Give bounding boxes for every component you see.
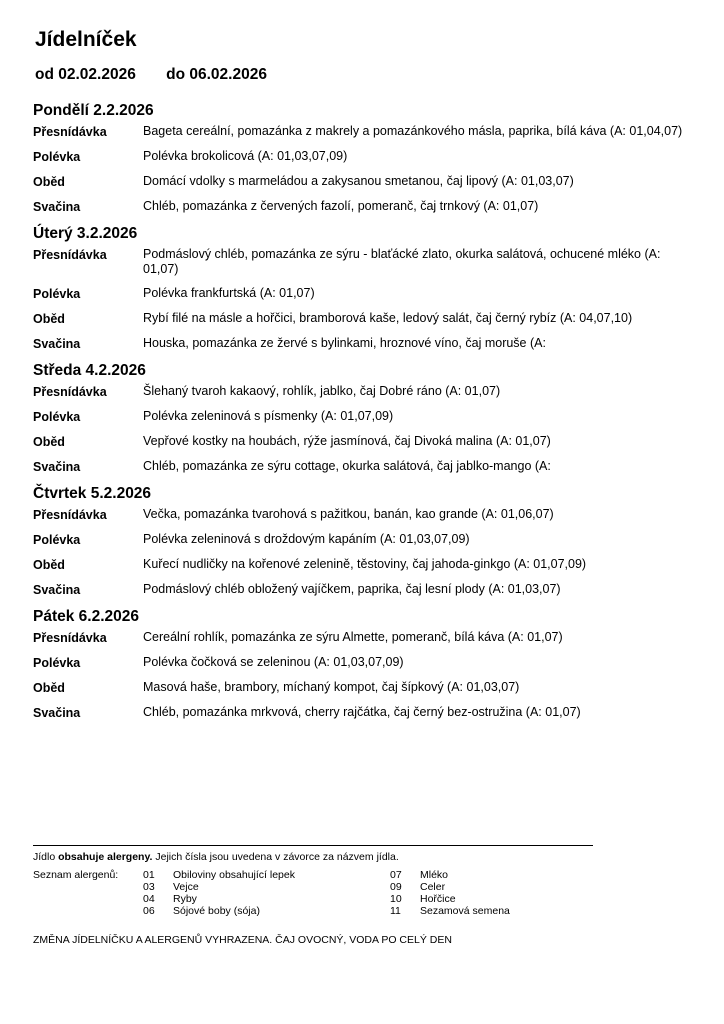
meal-text: Chléb, pomazánka z červených fazolí, pomeranč, čaj trnkový (A: 01,07)	[143, 199, 539, 213]
allergen-item	[143, 881, 295, 893]
allergen-item	[390, 893, 510, 905]
meal-label: Oběd	[33, 175, 65, 189]
divider	[33, 845, 593, 846]
meal-text: Kuřecí nudličky na kořenové zelenině, těstoviny, čaj jahoda-ginkgo (A: 01,07,09)	[143, 557, 587, 571]
meal-row	[33, 384, 693, 400]
meal-label: Přesnídávka	[33, 125, 107, 139]
meal-label: Oběd	[33, 558, 65, 572]
allergen-item	[390, 905, 510, 917]
meal-row	[33, 124, 693, 140]
meal-row	[33, 336, 693, 352]
meal-text: Podmáslový chléb, pomazánka ze sýru - blaťácké zlato, okurka salátová, ochucené mléko (A: 01,07)	[143, 247, 661, 276]
meal-row	[33, 199, 693, 215]
date-from: od 02.02.2026	[35, 66, 136, 83]
day-title: Středa 4.2.2026	[33, 362, 146, 379]
allergen-note	[33, 851, 399, 863]
allergen-item	[390, 869, 510, 881]
day-friday	[33, 607, 693, 721]
day-title: Pátek 6.2.2026	[33, 608, 140, 625]
meal-label: Oběd	[33, 435, 65, 449]
meal-row	[33, 532, 693, 548]
meal-label: Přesnídávka	[33, 631, 107, 645]
allergen-item	[143, 869, 295, 881]
meal-text: Polévka zeleninová s droždovým kapáním (A: 01,03,07,09)	[143, 532, 470, 546]
day-thursday	[33, 484, 693, 598]
meal-text: Chléb, pomazánka mrkvová, cherry rajčátka, čaj černý bez-ostružina (A: 01,07)	[143, 705, 581, 719]
meal-label: Polévka	[33, 410, 81, 424]
meal-label: Polévka	[33, 656, 81, 670]
meal-label: Oběd	[33, 681, 65, 695]
allergen-list-label: Seznam alergenů:	[33, 869, 119, 881]
meal-label: Polévka	[33, 533, 81, 547]
day-monday	[33, 101, 693, 215]
meal-text: Houska, pomazánka ze žervé s bylinkami, hroznové víno, čaj moruše (A:	[143, 336, 546, 350]
meal-row	[33, 409, 693, 425]
note-suffix: Jejich čísla jsou uvedena v závorce za názvem jídla.	[152, 851, 399, 863]
meal-row	[33, 434, 693, 450]
meal-label: Přesnídávka	[33, 508, 107, 522]
meal-row	[33, 705, 693, 721]
note-prefix: Jídlo	[33, 851, 59, 863]
meal-row	[33, 459, 693, 475]
meal-text: Vepřové kostky na houbách, rýže jasmínová, čaj Divoká malina (A: 01,07)	[143, 434, 551, 448]
meal-text: Podmáslový chléb obložený vajíčkem, paprika, čaj lesní plody (A: 01,03,07)	[143, 582, 561, 596]
day-wednesday	[33, 361, 693, 475]
meal-row	[33, 507, 693, 523]
day-title: Pondělí 2.2.2026	[33, 102, 154, 119]
allergen-code: 10	[390, 893, 402, 905]
meal-text: Šlehaný tvaroh kakaový, rohlík, jablko, čaj Dobré ráno (A: 01,07)	[143, 384, 501, 398]
allergen-name: Ryby	[173, 893, 197, 905]
day-tuesday	[33, 224, 693, 352]
meal-row	[33, 655, 693, 671]
meal-text: Rybí filé na másle a hořčici, bramborová kaše, ledový salát, čaj černý rybíz (A: 04,07,10)	[143, 311, 633, 325]
meal-label: Svačina	[33, 706, 81, 720]
allergen-code: 09	[390, 881, 402, 893]
allergen-item	[143, 893, 295, 905]
allergen-code: 06	[143, 905, 155, 917]
meal-row	[33, 174, 693, 190]
meal-text: Bageta cereální, pomazánka z makrely a pomazánkového másla, paprika, bílá káva (A: 01,04,07)	[143, 124, 683, 138]
meal-row	[33, 286, 693, 302]
allergen-name: Celer	[420, 881, 446, 893]
date-to: do 06.02.2026	[166, 66, 267, 83]
allergen-name: Sójové boby (sója)	[173, 905, 260, 917]
meal-label: Polévka	[33, 150, 81, 164]
meal-label: Svačina	[33, 200, 81, 214]
allergen-code: 03	[143, 881, 155, 893]
meal-text: Polévka zeleninová s písmenky (A: 01,07,09)	[143, 409, 394, 423]
meal-text: Masová haše, brambory, míchaný kompot, čaj šípkový (A: 01,03,07)	[143, 680, 520, 694]
page-title: Jídelníček	[35, 28, 137, 51]
meal-label: Svačina	[33, 583, 81, 597]
meal-label: Svačina	[33, 337, 81, 351]
meal-label: Svačina	[33, 460, 81, 474]
meal-text: Polévka brokolicová (A: 01,03,07,09)	[143, 149, 348, 163]
allergen-name: Hořčice	[420, 893, 456, 905]
allergen-item	[143, 905, 295, 917]
meal-text: Polévka frankfurtská (A: 01,07)	[143, 286, 315, 300]
meal-label: Přesnídávka	[33, 248, 107, 262]
menu-content	[33, 101, 693, 730]
day-title: Čtvrtek 5.2.2026	[33, 485, 152, 502]
meal-text: Chléb, pomazánka ze sýru cottage, okurka salátová, čaj jablko-mango (A:	[143, 459, 551, 473]
meal-row	[33, 630, 693, 646]
date-range	[35, 66, 267, 84]
allergen-name: Sezamová semena	[420, 905, 510, 917]
meal-text: Večka, pomazánka tvarohová s pažitkou, banán, kao grande (A: 01,06,07)	[143, 507, 554, 521]
meal-text: Polévka čočková se zeleninou (A: 01,03,07,09)	[143, 655, 404, 669]
meal-text: Cereální rohlík, pomazánka ze sýru Almette, pomeranč, bílá káva (A: 01,07)	[143, 630, 563, 644]
allergen-name: Mléko	[420, 869, 449, 881]
allergen-code: 11	[390, 905, 401, 917]
allergen-name: Obiloviny obsahující lepek	[173, 869, 295, 881]
meal-row	[33, 582, 693, 598]
footer-note: ZMĚNA JÍDELNÍČKU A ALERGENŮ VYHRAZENA. ČAJ OVOCNÝ, VODA PO CELÝ DEN	[33, 934, 452, 946]
allergen-column-right	[390, 869, 510, 917]
meal-label: Oběd	[33, 312, 65, 326]
meal-label: Polévka	[33, 287, 81, 301]
allergen-code: 04	[143, 893, 155, 905]
meal-text: Domácí vdolky s marmeládou a zakysanou smetanou, čaj lipový (A: 01,03,07)	[143, 174, 574, 188]
allergen-code: 01	[143, 869, 155, 881]
meal-row	[33, 149, 693, 165]
meal-row	[33, 311, 693, 327]
allergen-item	[390, 881, 510, 893]
allergen-name: Vejce	[173, 881, 199, 893]
note-bold: obsahuje alergeny.	[58, 851, 153, 863]
meal-row	[33, 247, 693, 277]
meal-row	[33, 680, 693, 696]
allergen-column-left	[143, 869, 295, 917]
meal-label: Přesnídávka	[33, 385, 107, 399]
meal-row	[33, 557, 693, 573]
allergen-code: 07	[390, 869, 402, 881]
day-title: Úterý 3.2.2026	[33, 225, 138, 242]
